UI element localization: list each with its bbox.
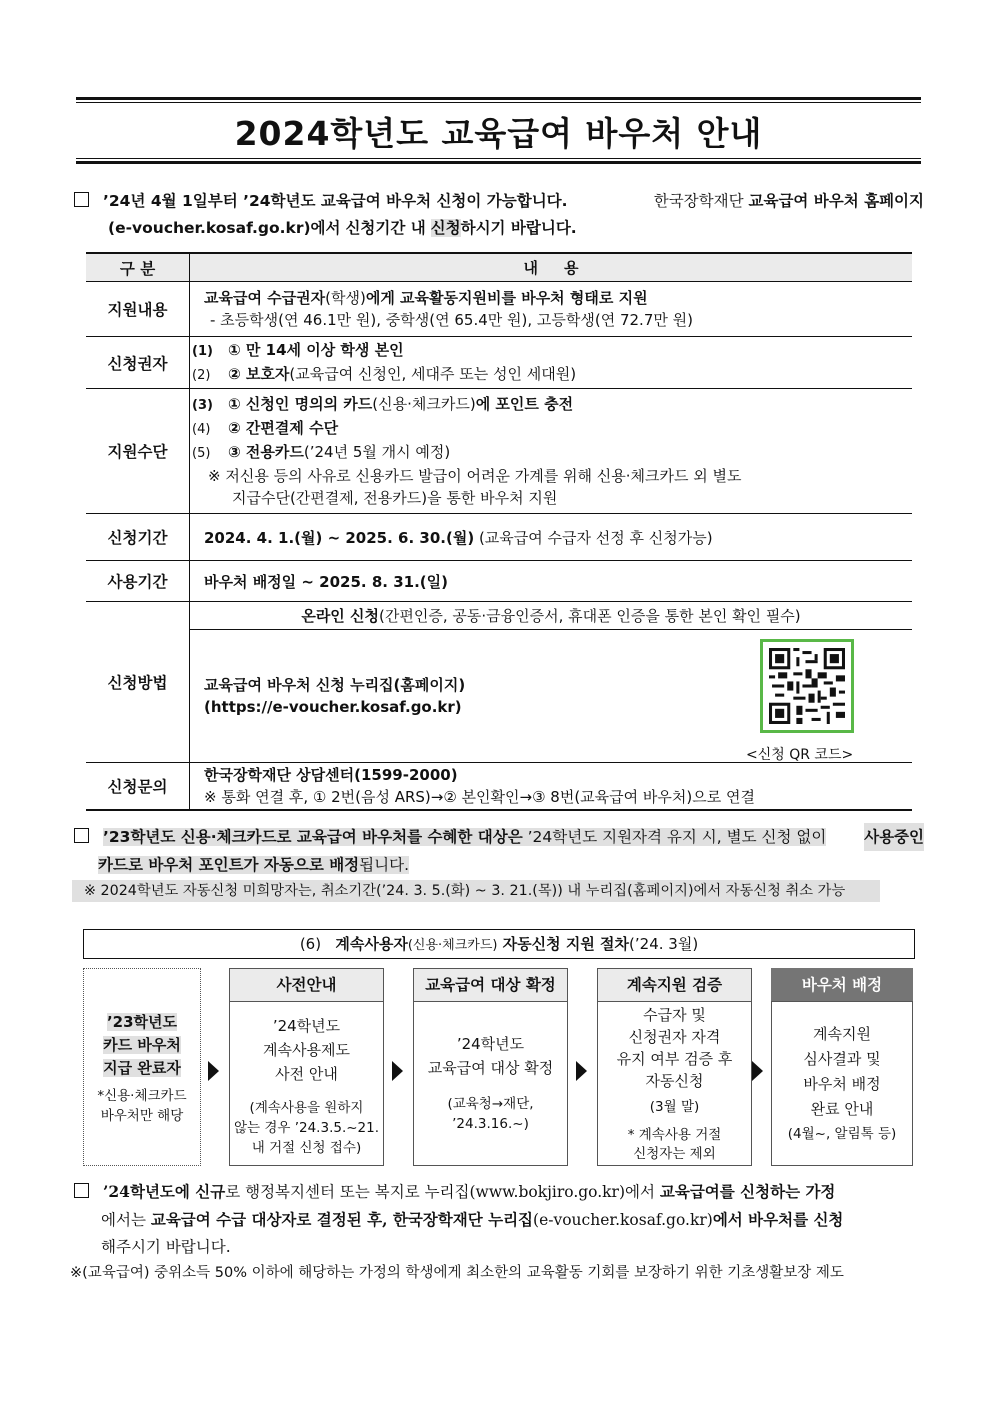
table-row: 신청기간 2024. 4. 1.(월) ~ 2025. 6. 30.(월) (교육급여 수급자 선정 후 신청가능) xyxy=(86,514,912,561)
auto-apply-note: ※ 2024학년도 자동신청 미희망자는, 취소기간(’24. 3. 5.(화) ~ 3. 21.(목)) 내 누리집(홈페이지)에서 자동신청 취소 가능 xyxy=(72,880,880,902)
title-rule-top-thin xyxy=(76,102,921,103)
process-step-2-head: 교육급여 대상 확정 xyxy=(413,968,568,1002)
title-rule-bottom xyxy=(76,161,921,164)
process-step-2: ’24학년도 교육급여 대상 확정 (교육청→재단, ’24.3.16.~) xyxy=(413,1001,568,1166)
table-row: 지원내용 교육급여 수급권자(학생)에게 교육활동지원비를 바우처 형태로 지원 - 초등학생(연 46.1만 원), 중학생(연 65.4만 원), 고등학생(연 72.7만 원) xyxy=(86,282,912,337)
process-step-3: 수급자 및 신청권자 자격 유지 여부 검증 후 자동신청 (3월 말) * 계속사용 거절 신청자는 제외 xyxy=(597,1001,752,1166)
checkbox-square-icon xyxy=(74,192,89,207)
page-title: 2024학년도 교육급여 바우처 안내 xyxy=(234,114,763,153)
checkbox-square-icon xyxy=(74,828,89,843)
qr-code[interactable] xyxy=(760,639,854,733)
qr-caption: <신청 QR 코드> xyxy=(746,747,854,763)
title-rule-bottom-thin xyxy=(76,158,921,159)
table-row: 신청권자 (1) ① 만 14세 이상 학생 본인 (2) ② 보호자(교육급여 신청인, 세대주 또는 성인 세대원) xyxy=(86,337,912,389)
title-rule-top xyxy=(76,97,921,100)
table-row: 지원수단 (3) ① 신청인 명의의 카드(신용·체크카드)에 포인트 충전 (4) ② 간편결제 수단 (5) ③ 전용카드(’24년 5월 개시 예정) ※ 저신용 등의 사유로 신용카드 발급이 어려운 가계를 위해 신용·체크카드 외 별도 지급수단(간편결제, 전용카드)을 통한 바우처 지원 xyxy=(86,389,912,514)
auto-apply-paragraph: ’23학년도 신용·체크카드로 교육급여 바우처를 수혜한 대상은 ’24학년도 지원자격 유지 시, 별도 신청 없이 사용중인 카드로 바우처 포인트가 자동으로 배정됩니다. xyxy=(74,823,924,879)
process-title: (6) 계속사용자(신용·체크카드) 자동신청 지원 절차(’24. 3월) xyxy=(83,929,915,959)
arrow-right-icon xyxy=(576,1061,587,1081)
process-step-4: 계속지원 심사결과 및 바우처 배정 완료 안내 (4월~, 알림톡 등) xyxy=(771,1001,913,1166)
header-category: 구 분 xyxy=(86,253,190,282)
checkbox-square-icon xyxy=(74,1183,89,1198)
arrow-right-icon xyxy=(752,1061,763,1081)
process-step-0: ’23학년도 카드 바우처 지급 완료자 *신용·체크카드 바우처만 해당 xyxy=(83,968,201,1166)
footnote: ※(교육급여) 중위소득 50% 이하에 해당하는 가정의 학생에게 최소한의 교육활동 기회를 보장하기 위한 기초생활보장 제도 xyxy=(70,1265,844,1281)
header-content: 내 용 xyxy=(190,253,913,282)
table-row: 신청문의 한국장학재단 상담센터(1599-2000) ※ 통화 연결 후, ① 2번(음성 ARS)→② 본인확인→③ 8번(교육급여 바우처)으로 연결 xyxy=(86,763,912,810)
process-step-3-head: 계속지원 검증 xyxy=(597,968,752,1002)
table-row: 교육급여 바우처 신청 누리집(홈페이지) (https://e-voucher.kosaf.go.kr) xyxy=(86,630,912,763)
table-row: 사용기간 바우처 배정일 ~ 2025. 8. 31.(일) xyxy=(86,561,912,602)
process-step-1-head: 사전안내 xyxy=(229,968,384,1002)
table-header-row xyxy=(86,253,912,282)
table-row: 신청방법 온라인 신청(간편인증, 공동·금융인증서, 휴대폰 인증을 통한 본인 확인 필수) xyxy=(86,602,912,630)
process-step-1: ’24학년도 계속사용제도 사전 안내 (계속사용을 원하지 않는 경우 ’24.3.5.~21. 내 거절 신청 접수) xyxy=(229,1001,384,1166)
qr-code-icon xyxy=(769,648,845,724)
new-apply-paragraph: ’24학년도에 신규로 행정복지센터 또는 복지로 누리집(www.bokjiro.go.kr)에서 교육급여를 신청하는 가정 에서는 교육급여 수급 대상자로 결정된 후, 한국장학재단 누리집(e-voucher.kosaf.go.kr)에서 바우처를 신청 해주시기 바랍니다. xyxy=(74,1178,924,1261)
arrow-right-icon xyxy=(208,1061,219,1081)
process-step-4-head: 바우처 배정 xyxy=(771,968,913,1002)
voucher-url-link[interactable]: (https://e-voucher.kosaf.go.kr) xyxy=(204,698,462,716)
intro-paragraph: ’24년 4월 1일부터 ’24학년도 교육급여 바우처 신청이 가능합니다. 한국장학재단 교육급여 바우처 홈페이지 (e-voucher.kosaf.go.kr)에서 신청기간 내 신청하시기 바랍니다. xyxy=(74,188,924,242)
arrow-right-icon xyxy=(392,1061,403,1081)
